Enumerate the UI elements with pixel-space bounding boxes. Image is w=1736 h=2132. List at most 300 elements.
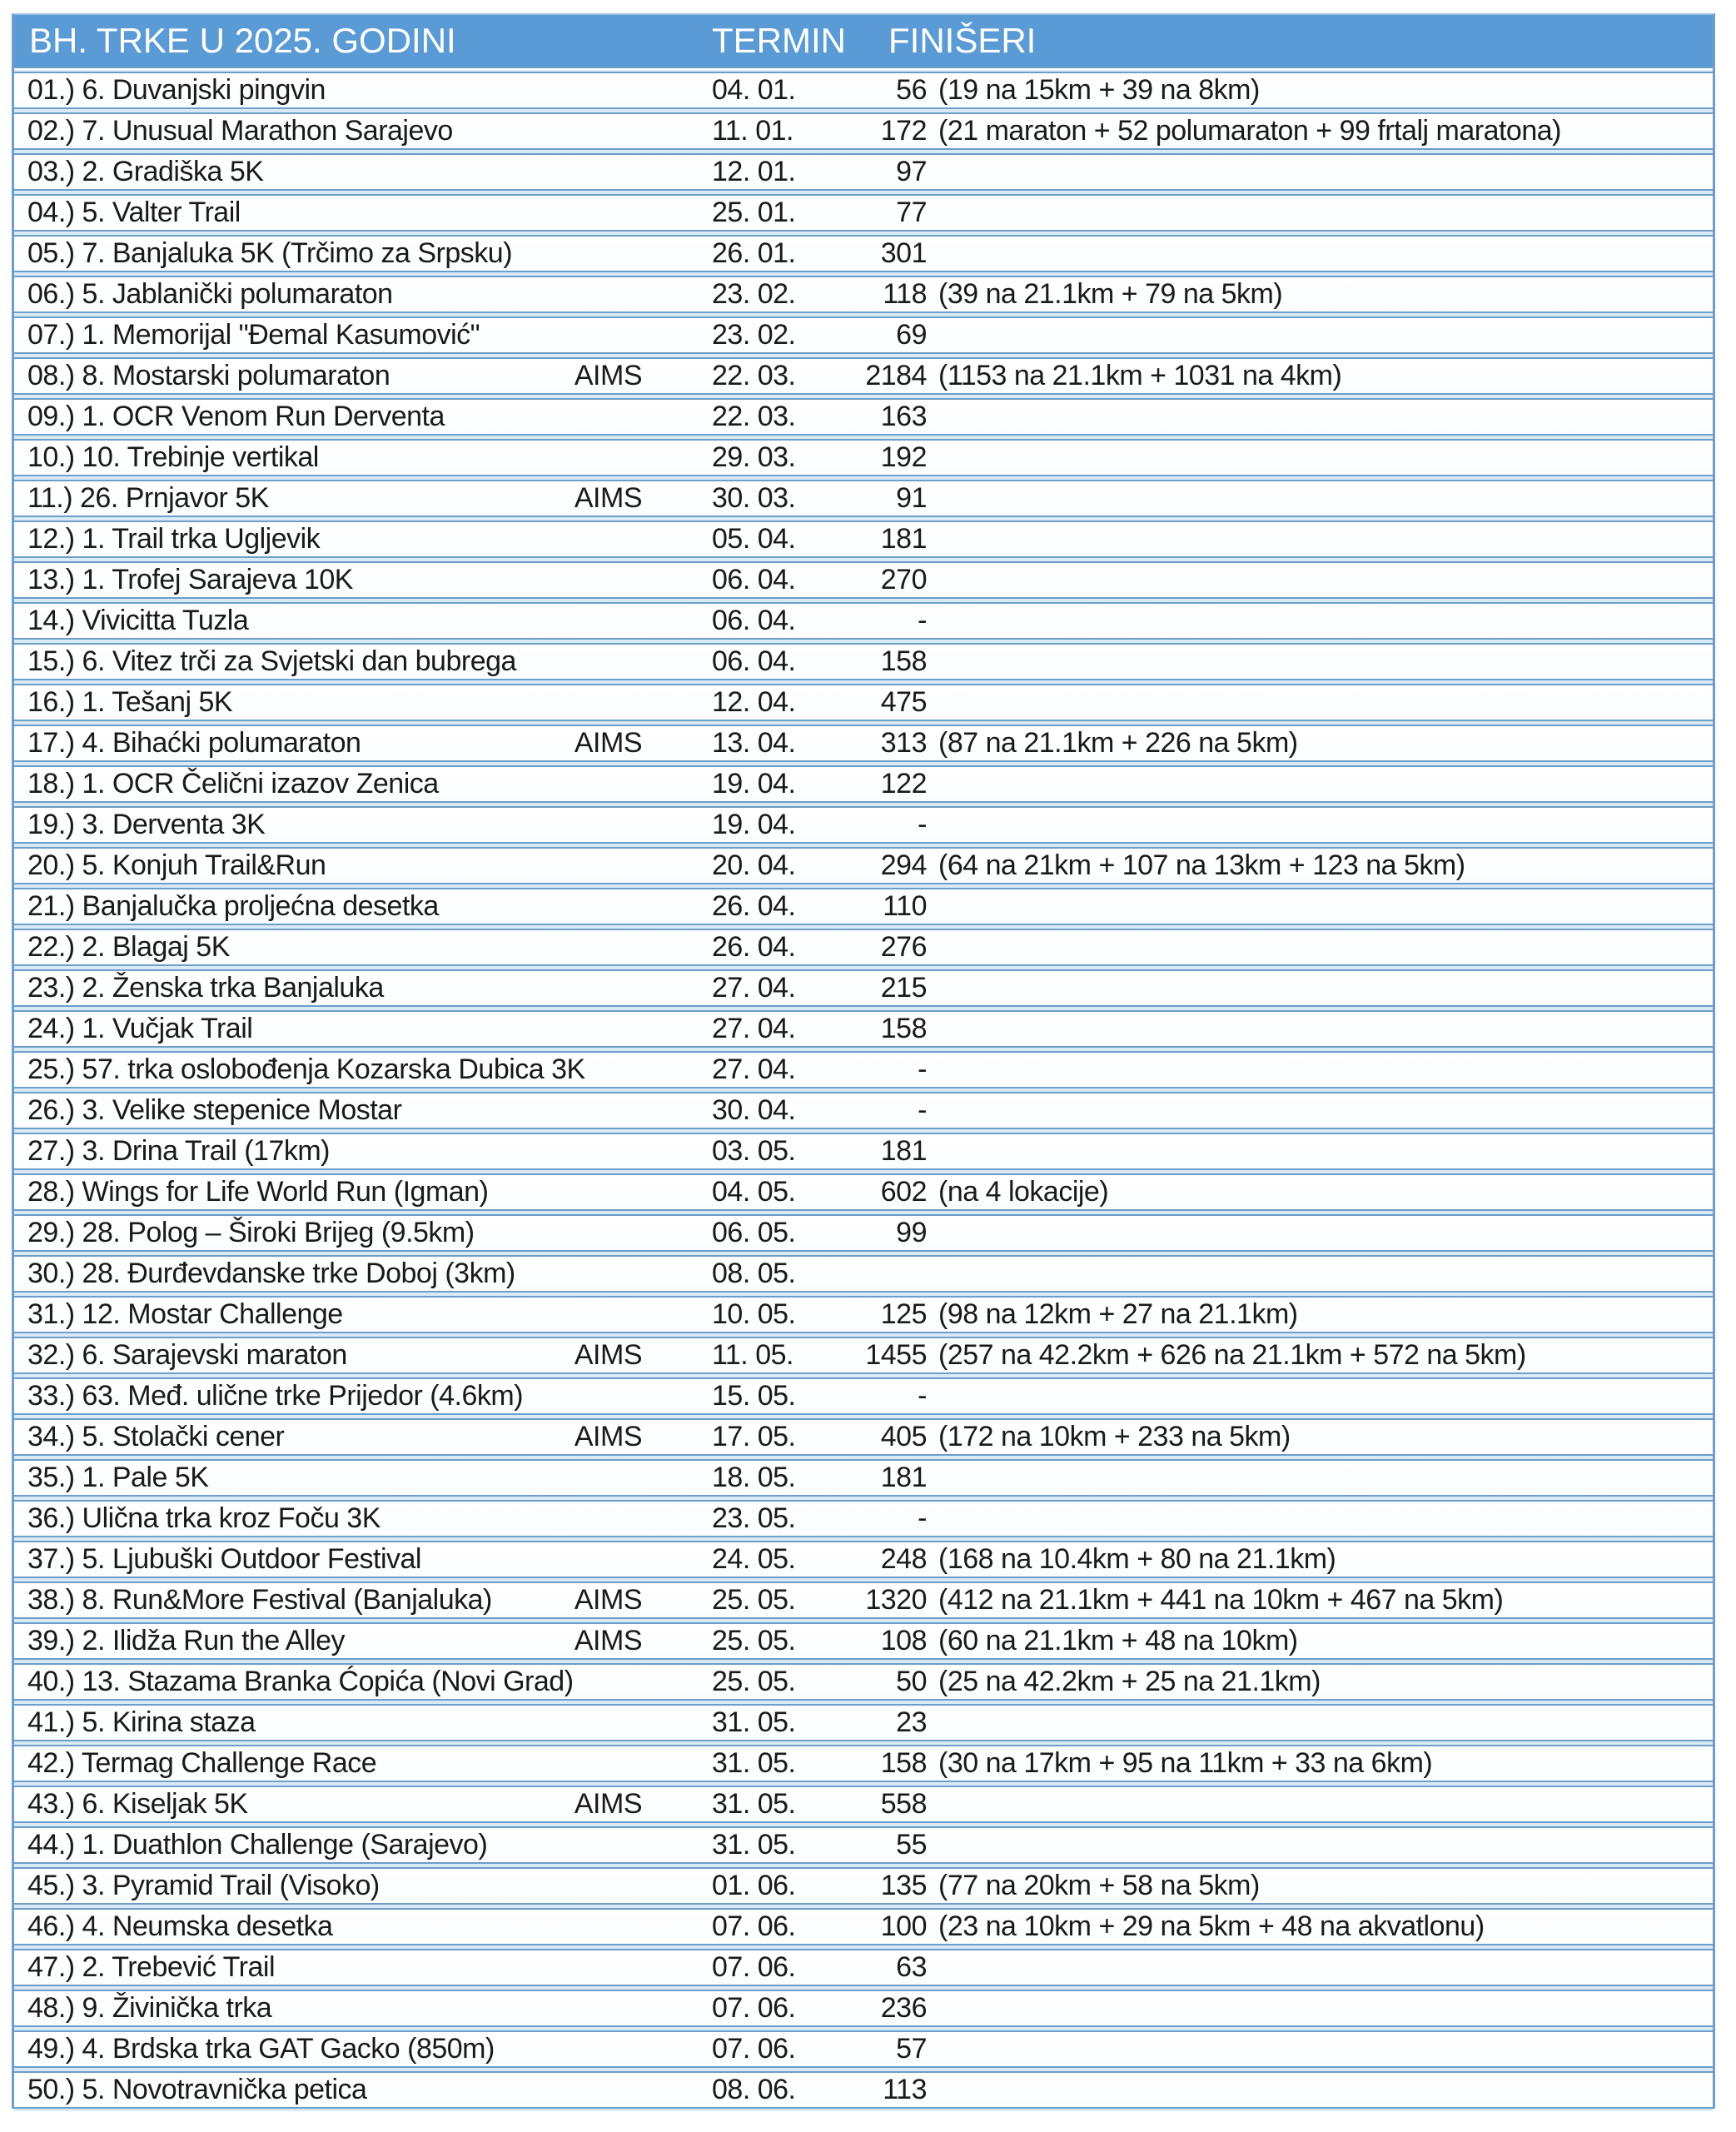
finishers-cell — [850, 197, 1713, 229]
table-row — [14, 357, 1713, 395]
table-row — [14, 847, 1713, 884]
race-date: 06. 04. — [712, 605, 796, 636]
table-row — [14, 725, 1713, 762]
finishers-count: 294 — [880, 849, 927, 881]
race-date: 24. 05. — [712, 1543, 796, 1575]
race-name: 09.) 1. OCR Venom Run Derventa — [27, 401, 445, 432]
race-name-cell — [14, 1666, 700, 1698]
table-row — [14, 398, 1713, 436]
finishers-detail: (168 na 10.4km + 80 na 21.1km) — [938, 1543, 1336, 1575]
finishers-count: 181 — [880, 523, 927, 555]
race-name-cell — [14, 645, 700, 678]
finishers-cell — [850, 237, 1713, 270]
aims-badge: AIMS — [574, 1584, 642, 1616]
aims-badge: AIMS — [574, 1339, 642, 1371]
race-name: 41.) 5. Kirina staza — [27, 1706, 256, 1738]
race-name-cell — [14, 1217, 700, 1249]
race-name: 42.) Termag Challenge Race — [27, 1747, 377, 1779]
finishers-count: 163 — [880, 401, 927, 432]
race-name-cell — [14, 523, 700, 555]
race-name: 13.) 1. Trofej Sarajeva 10K — [27, 564, 353, 595]
race-name: 04.) 5. Valter Trail — [27, 197, 241, 228]
race-name: 02.) 7. Unusual Marathon Sarajevo — [27, 115, 453, 147]
finishers-detail: (21 maraton + 52 polumaraton + 99 frtalj maratona) — [938, 115, 1561, 147]
table-row — [14, 2071, 1713, 2109]
race-name: 32.) 6. Sarajevski maraton — [27, 1339, 347, 1371]
race-date: 30. 03. — [712, 482, 796, 514]
race-name-cell — [14, 1380, 700, 1412]
race-date: 20. 04. — [712, 849, 796, 881]
aims-badge: AIMS — [574, 1421, 642, 1452]
finishers-cell — [850, 809, 1713, 841]
table-row — [14, 1418, 1713, 1456]
race-name-cell — [14, 1706, 700, 1739]
race-date: 31. 05. — [712, 1788, 796, 1820]
race-name: 14.) Vivicitta Tuzla — [27, 605, 249, 636]
table-body — [14, 72, 1713, 2109]
finishers-cell — [850, 1625, 1713, 1657]
table-row — [14, 480, 1713, 517]
finishers-count: 192 — [880, 441, 927, 473]
race-name: 24.) 1. Vučjak Trail — [27, 1013, 253, 1044]
finishers-detail: (77 na 20km + 58 na 5km) — [938, 1870, 1260, 1901]
race-name-cell — [14, 237, 700, 270]
table-row — [14, 806, 1713, 844]
finishers-count: 276 — [880, 931, 927, 963]
race-date: 01. 06. — [712, 1870, 796, 1901]
table-row — [14, 684, 1713, 721]
finishers-cell — [850, 727, 1713, 760]
finishers-cell — [850, 115, 1713, 147]
race-name-cell — [14, 972, 700, 1004]
race-date: 07. 06. — [712, 2033, 796, 2065]
finishers-cell — [850, 645, 1713, 678]
table-row — [14, 439, 1713, 476]
finishers-cell — [850, 1706, 1713, 1739]
finishers-count: 122 — [880, 768, 927, 800]
finishers-cell — [850, 1176, 1713, 1208]
race-name-cell — [14, 197, 700, 229]
finishers-detail: (412 na 21.1km + 441 na 10km + 467 na 5km) — [938, 1584, 1504, 1616]
table-row — [14, 521, 1713, 558]
race-date: 06. 04. — [712, 564, 796, 595]
finishers-cell — [850, 278, 1713, 311]
finishers-cell — [850, 686, 1713, 719]
race-date: 22. 03. — [712, 360, 796, 391]
race-name-cell — [14, 74, 700, 107]
race-name: 05.) 7. Banjaluka 5K (Trčimo za Srpsku) — [27, 237, 513, 269]
finishers-count: 91 — [896, 482, 927, 514]
finishers-count: 301 — [880, 237, 927, 269]
race-date: 27. 04. — [712, 972, 796, 1004]
race-name-cell — [14, 1421, 700, 1453]
finishers-detail: (87 na 21.1km + 226 na 5km) — [938, 727, 1298, 759]
finishers-cell — [850, 1054, 1713, 1086]
finishers-detail: (na 4 lokacije) — [938, 1176, 1109, 1208]
race-name-cell — [14, 1258, 700, 1290]
race-name: 50.) 5. Novotravnička petica — [27, 2074, 367, 2105]
finishers-count: 108 — [880, 1625, 927, 1656]
race-date: 12. 01. — [712, 156, 796, 187]
finishers-count: 405 — [880, 1421, 927, 1452]
finishers-cell — [850, 1788, 1713, 1821]
finishers-cell — [850, 1421, 1713, 1453]
finishers-count: 158 — [880, 645, 927, 677]
finishers-cell — [850, 1666, 1713, 1698]
finishers-detail: (19 na 15km + 39 na 8km) — [938, 74, 1260, 106]
finishers-detail: (98 na 12km + 27 na 21.1km) — [938, 1298, 1298, 1330]
table-row — [14, 316, 1713, 354]
table-row — [14, 1541, 1713, 1578]
race-name-cell — [14, 890, 700, 923]
finishers-cell — [850, 1094, 1713, 1127]
race-name-cell — [14, 115, 700, 147]
finishers-count: 475 — [880, 686, 927, 718]
finishers-cell — [850, 1870, 1713, 1902]
race-date: 08. 05. — [712, 1258, 796, 1289]
race-name: 39.) 2. Ilidža Run the Alley — [27, 1625, 346, 1656]
finishers-detail: (60 na 21.1km + 48 na 10km) — [938, 1625, 1298, 1656]
race-date: 22. 03. — [712, 401, 796, 432]
table-row — [14, 276, 1713, 313]
finishers-count: - — [918, 1094, 927, 1126]
race-name: 25.) 57. trka oslobođenja Kozarska Dubica 3K — [27, 1054, 585, 1085]
table-row — [14, 1010, 1713, 1048]
race-date: 30. 04. — [712, 1094, 796, 1126]
table-row — [14, 1337, 1713, 1374]
finishers-cell — [850, 1013, 1713, 1045]
finishers-cell — [850, 441, 1713, 474]
race-name-cell — [14, 278, 700, 311]
race-name: 47.) 2. Trebević Trail — [27, 1951, 276, 1983]
finishers-count: 158 — [880, 1747, 927, 1779]
finishers-count: 236 — [880, 1992, 927, 2024]
race-name-cell — [14, 1829, 700, 1861]
race-name: 07.) 1. Memorijal "Đemal Kasumović" — [27, 319, 480, 351]
finishers-cell — [850, 74, 1713, 107]
table-row — [14, 1745, 1713, 1782]
finishers-count: 56 — [896, 74, 927, 106]
race-name: 31.) 12. Mostar Challenge — [27, 1298, 343, 1330]
finishers-count: 2184 — [865, 360, 927, 391]
race-name: 17.) 4. Bihaćki polumaraton — [27, 727, 361, 759]
finishers-detail: (1153 na 21.1km + 1031 na 4km) — [938, 360, 1342, 391]
finishers-count: - — [918, 1502, 927, 1534]
finishers-cell — [850, 931, 1713, 964]
table-row — [14, 112, 1713, 150]
finishers-detail: (64 na 21km + 107 na 13km + 123 na 5km) — [938, 849, 1465, 881]
finishers-cell — [850, 768, 1713, 800]
table-row — [14, 2030, 1713, 2068]
table-row — [14, 1051, 1713, 1088]
race-name: 27.) 3. Drina Trail (17km) — [27, 1135, 330, 1167]
race-date: 26. 01. — [712, 237, 796, 269]
race-name: 19.) 3. Derventa 3K — [27, 809, 266, 840]
finishers-detail: (30 na 17km + 95 na 11km + 33 na 6km) — [938, 1747, 1433, 1779]
finishers-count: 57 — [896, 2033, 927, 2065]
race-name: 37.) 5. Ljubuški Outdoor Festival — [27, 1543, 421, 1575]
race-name: 26.) 3. Velike stepenice Mostar — [27, 1094, 402, 1126]
race-name: 36.) Ulična trka kroz Foču 3K — [27, 1502, 381, 1534]
finishers-detail: (23 na 10km + 29 na 5km + 48 na akvatlonu) — [938, 1910, 1485, 1942]
race-date: 25. 01. — [712, 197, 796, 228]
race-date: 08. 06. — [712, 2074, 796, 2105]
table-row — [14, 1214, 1713, 1252]
table-row — [14, 1990, 1713, 2027]
table-row — [14, 235, 1713, 272]
race-name-cell — [14, 401, 700, 433]
race-name: 34.) 5. Stolački cener — [27, 1421, 285, 1452]
finishers-count: 558 — [880, 1788, 927, 1820]
table-row — [14, 1133, 1713, 1170]
race-name: 38.) 8. Run&More Festival (Banjaluka) — [27, 1584, 492, 1616]
finishers-cell — [850, 401, 1713, 433]
race-name-cell — [14, 1992, 700, 2025]
table-row — [14, 1704, 1713, 1741]
race-date: 07. 06. — [712, 1910, 796, 1942]
race-name-cell — [14, 1788, 700, 1821]
table-title: BH. TRKE U 2025. GODINI — [29, 21, 456, 60]
race-date: 06. 05. — [712, 1217, 796, 1248]
race-name: 35.) 1. Pale 5K — [27, 1462, 209, 1493]
race-name: 45.) 3. Pyramid Trail (Visoko) — [27, 1870, 380, 1901]
race-date: 11. 05. — [712, 1339, 793, 1371]
table-row — [14, 1786, 1713, 1823]
race-date: 26. 04. — [712, 931, 796, 963]
finishers-count: 313 — [880, 727, 927, 759]
finishers-count: 181 — [880, 1462, 927, 1493]
race-date: 25. 05. — [712, 1625, 796, 1656]
finishers-cell — [850, 1829, 1713, 1861]
race-date: 31. 05. — [712, 1747, 796, 1779]
finishers-detail: (25 na 42.2km + 25 na 21.1km) — [938, 1666, 1321, 1697]
finishers-cell — [850, 1339, 1713, 1372]
finishers-count: 181 — [880, 1135, 927, 1167]
finishers-count: 97 — [896, 156, 927, 187]
race-name-cell — [14, 1135, 700, 1168]
race-date: 17. 05. — [712, 1421, 796, 1452]
race-name-cell — [14, 1094, 700, 1127]
race-name-cell — [14, 1910, 700, 1943]
finishers-count: 158 — [880, 1013, 927, 1044]
race-name: 43.) 6. Kiseljak 5K — [27, 1788, 248, 1820]
finishers-cell — [850, 2074, 1713, 2106]
finishers-cell — [850, 1462, 1713, 1494]
finishers-cell — [850, 156, 1713, 188]
finishers-cell — [850, 319, 1713, 351]
finishers-cell — [850, 1217, 1713, 1249]
race-date: 29. 03. — [712, 441, 796, 473]
race-name: 29.) 28. Polog – Široki Brijeg (9.5km) — [27, 1217, 475, 1248]
race-name-cell — [14, 1747, 700, 1780]
finishers-cell — [850, 605, 1713, 637]
race-date: 23. 02. — [712, 319, 796, 351]
aims-badge: AIMS — [574, 1625, 642, 1656]
race-name-cell — [14, 849, 700, 882]
race-name: 10.) 10. Trebinje vertikal — [27, 441, 319, 473]
race-name-cell — [14, 768, 700, 800]
race-name-cell — [14, 931, 700, 964]
table-row — [14, 1622, 1713, 1660]
table-row — [14, 888, 1713, 925]
finishers-count: 1455 — [865, 1339, 927, 1371]
race-name: 28.) Wings for Life World Run (Igman) — [27, 1176, 489, 1208]
finishers-count: - — [918, 1054, 927, 1085]
finishers-count: 99 — [896, 1217, 927, 1248]
table-row — [14, 1255, 1713, 1293]
table-row — [14, 602, 1713, 640]
finishers-count: 113 — [883, 2074, 927, 2105]
race-name-cell — [14, 1625, 700, 1657]
table-row — [14, 1908, 1713, 1945]
table-row — [14, 643, 1713, 680]
race-name: 03.) 2. Gradiška 5K — [27, 156, 264, 187]
finishers-count: 50 — [896, 1666, 927, 1697]
race-date: 13. 04. — [712, 727, 796, 759]
aims-badge: AIMS — [574, 727, 642, 759]
finishers-count: 125 — [880, 1298, 927, 1330]
finishers-count: 69 — [896, 319, 927, 351]
finishers-count: 270 — [880, 564, 927, 595]
table-row — [14, 194, 1713, 232]
race-name-cell — [14, 564, 700, 596]
race-name: 12.) 1. Trail trka Ugljevik — [27, 523, 321, 555]
race-name-cell — [14, 319, 700, 351]
race-name: 16.) 1. Tešanj 5K — [27, 686, 233, 718]
aims-badge: AIMS — [574, 482, 642, 514]
column-header-finiseri: FINIŠERI — [888, 21, 1037, 60]
finishers-count: 135 — [880, 1870, 927, 1901]
race-name-cell — [14, 156, 700, 188]
race-name-cell — [14, 360, 700, 392]
race-date: 19. 04. — [712, 768, 796, 800]
finishers-cell — [850, 1543, 1713, 1576]
finishers-count: 55 — [896, 1829, 927, 1861]
race-date: 19. 04. — [712, 809, 796, 840]
finishers-cell — [850, 523, 1713, 555]
race-date: 18. 05. — [712, 1462, 796, 1493]
finishers-cell — [850, 360, 1713, 392]
race-date: 03. 05. — [712, 1135, 796, 1167]
race-name-cell — [14, 2074, 700, 2106]
finishers-cell — [850, 482, 1713, 515]
race-date: 25. 05. — [712, 1666, 796, 1697]
finishers-cell — [850, 1951, 1713, 1984]
race-name: 01.) 6. Duvanjski pingvin — [27, 74, 326, 106]
table-row — [14, 765, 1713, 803]
finishers-cell — [850, 1298, 1713, 1331]
race-name: 44.) 1. Duathlon Challenge (Sarajevo) — [27, 1829, 488, 1861]
finishers-cell — [850, 564, 1713, 596]
race-name-cell — [14, 1870, 700, 1902]
race-date: 12. 04. — [712, 686, 796, 718]
race-date: 10. 05. — [712, 1298, 796, 1330]
table-header-row — [14, 15, 1713, 68]
race-date: 04. 01. — [712, 74, 796, 106]
finishers-cell — [850, 890, 1713, 923]
race-name-cell — [14, 441, 700, 474]
finishers-cell — [850, 2033, 1713, 2065]
race-name-cell — [14, 1176, 700, 1208]
table-row — [14, 1459, 1713, 1497]
table-row — [14, 969, 1713, 1007]
races-table — [12, 13, 1715, 2109]
table-row — [14, 72, 1713, 109]
finishers-count: 215 — [880, 972, 927, 1004]
table-row — [14, 1867, 1713, 1905]
finishers-count: 118 — [883, 278, 927, 310]
race-name-cell — [14, 1584, 700, 1616]
finishers-cell — [850, 1380, 1713, 1412]
column-header-termin: TERMIN — [712, 21, 846, 60]
finishers-cell — [850, 849, 1713, 882]
table-row — [14, 929, 1713, 966]
race-date: 06. 04. — [712, 645, 796, 677]
finishers-count: 248 — [880, 1543, 927, 1575]
race-date: 27. 04. — [712, 1013, 796, 1044]
race-name: 06.) 5. Jablanički polumaraton — [27, 278, 393, 310]
race-name-cell — [14, 605, 700, 637]
race-name: 30.) 28. Đurđevdanske trke Doboj (3km) — [27, 1258, 515, 1289]
race-name: 08.) 8. Mostarski polumaraton — [27, 360, 390, 391]
finishers-cell — [850, 972, 1713, 1004]
finishers-count: - — [918, 809, 927, 840]
table-row — [14, 1173, 1713, 1211]
race-date: 15. 05. — [712, 1380, 796, 1412]
table-row — [14, 1500, 1713, 1537]
finishers-count: - — [918, 1380, 927, 1412]
finishers-cell — [850, 1910, 1713, 1943]
race-date: 31. 05. — [712, 1706, 796, 1738]
race-name: 20.) 5. Konjuh Trail&Run — [27, 849, 326, 881]
race-name-cell — [14, 1502, 700, 1535]
race-name-cell — [14, 1054, 700, 1086]
race-name: 22.) 2. Blagaj 5K — [27, 931, 230, 963]
race-date: 11. 01. — [712, 115, 793, 147]
finishers-count: 602 — [880, 1176, 927, 1208]
race-name-cell — [14, 1951, 700, 1984]
table-row — [14, 561, 1713, 599]
finishers-count: - — [918, 605, 927, 636]
table-row — [14, 1296, 1713, 1333]
race-date: 25. 05. — [712, 1584, 796, 1616]
finishers-count: 100 — [880, 1910, 927, 1942]
table-row — [14, 1377, 1713, 1415]
race-name: 46.) 4. Neumska desetka — [27, 1910, 333, 1942]
race-name-cell — [14, 482, 700, 515]
race-name: 48.) 9. Živinička trka — [27, 1992, 272, 2024]
race-name: 15.) 6. Vitez trči za Svjetski dan bubrega — [27, 645, 516, 677]
race-date: 07. 06. — [712, 1951, 796, 1983]
finishers-detail: (172 na 10km + 233 na 5km) — [938, 1421, 1291, 1452]
race-date: 05. 04. — [712, 523, 796, 555]
finishers-count: 63 — [896, 1951, 927, 1983]
finishers-count: 110 — [883, 890, 927, 922]
table-row — [14, 1826, 1713, 1864]
race-date: 31. 05. — [712, 1829, 796, 1861]
race-name-cell — [14, 1462, 700, 1494]
race-date: 27. 04. — [712, 1054, 796, 1085]
finishers-detail: (39 na 21.1km + 79 na 5km) — [938, 278, 1283, 310]
race-date: 23. 05. — [712, 1502, 796, 1534]
race-name: 21.) Banjalučka proljećna desetka — [27, 890, 439, 922]
race-name: 33.) 63. Međ. ulične trke Prijedor (4.6km) — [27, 1380, 524, 1412]
table-row — [14, 153, 1713, 191]
race-name-cell — [14, 686, 700, 719]
race-name-cell — [14, 1298, 700, 1331]
table-row — [14, 1949, 1713, 1986]
finishers-detail: (257 na 42.2km + 626 na 21.1km + 572 na 5km) — [938, 1339, 1526, 1371]
